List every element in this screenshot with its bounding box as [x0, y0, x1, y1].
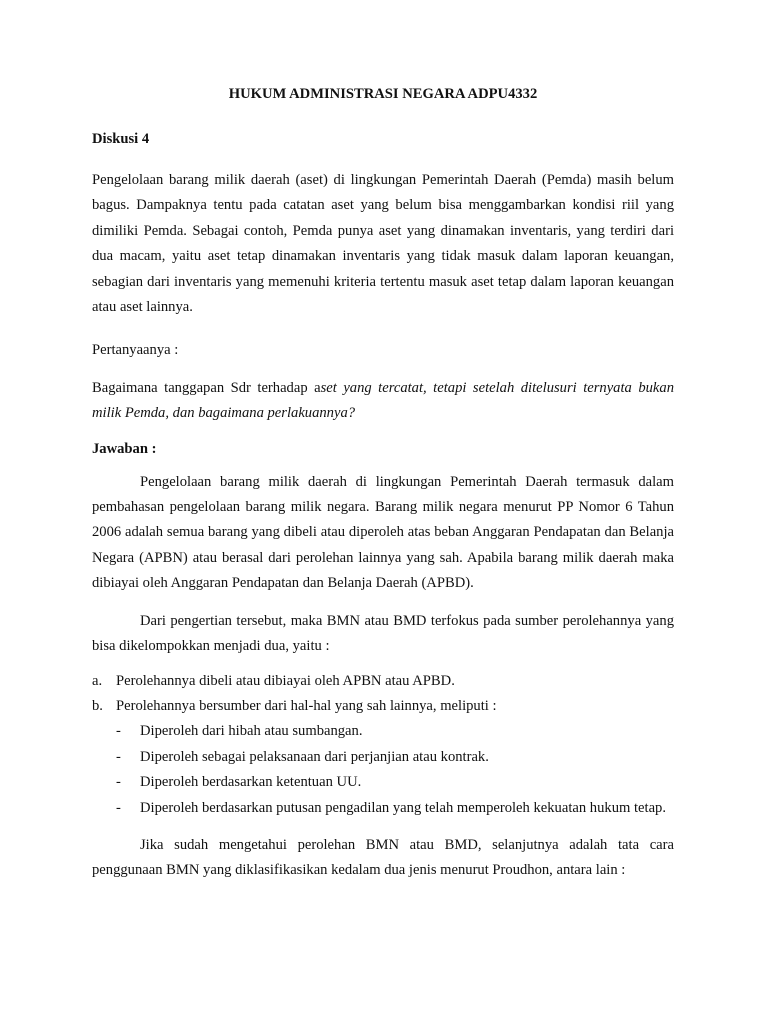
- sub-list-item-text: Diperoleh dari hibah atau sumbangan.: [140, 723, 363, 740]
- document-title: HUKUM ADMINISTRASI NEGARA ADPU4332: [228, 86, 538, 102]
- sub-list-marker: -: [116, 748, 121, 765]
- sub-list-item: [116, 796, 674, 821]
- sub-list-item: [116, 719, 674, 744]
- sub-list-item: [116, 745, 674, 770]
- list-marker: b.: [92, 697, 103, 714]
- discussion-label: Diskusi 4: [92, 131, 150, 147]
- list-item-text: Perolehannya dibeli atau dibiayai oleh APBN atau APBD.: [116, 672, 455, 689]
- document-page: [92, 86, 674, 884]
- list-item-text: Perolehannya bersumber dari hal-hal yang sah lainnya, meliputi :: [116, 697, 497, 714]
- answer-label: Jawaban :: [92, 440, 157, 457]
- question-italic-text: set yang tercatat, tetapi setelah ditelusuri ternyata bukan milik Pemda, dan bagaimana perlakuannya?: [92, 379, 674, 422]
- list-item: [92, 669, 674, 694]
- list-item: [92, 694, 674, 719]
- sub-list-item-text: Diperoleh sebagai pelaksanaan dari perjanjian atau kontrak.: [140, 748, 489, 765]
- question-label: Pertanyaanya :: [92, 342, 179, 359]
- sub-list-item-text: Diperoleh berdasarkan putusan pengadilan yang telah memperoleh kekuatan hukum tetap.: [140, 799, 667, 816]
- sub-list-item: [116, 770, 674, 795]
- intro-paragraph: Pengelolaan barang milik daerah (aset) di lingkungan Pemerintah Daerah (Pemda) masih belum bagus. Dampaknya tentu pada catatan aset yang belum bisa menggambarkan kondisi riil yang dimiliki Pemda. Sebagai contoh, Pemda punya aset yang dinamakan inventaris, yang terdiri dari dua macam, yaitu aset tetap dinamakan inventaris yang tidak masuk dalam laporan keuangan, sebagian dari inventaris yang memenuhi kriteria tertentu masuk aset tetap dalam laporan keuangan atau aset lainnya.: [92, 172, 674, 316]
- answer-paragraph-2: Dari pengertian tersebut, maka BMN atau BMD terfokus pada sumber perolehannya yang bisa dikelompokkan menjadi dua, yaitu :: [92, 612, 674, 655]
- answer-paragraph-1: Pengelolaan barang milik daerah di lingkungan Pemerintah Daerah termasuk dalam pembahasan pengelolaan barang milik negara. Barang milik negara menurut PP Nomor 6 Tahun 2006 adalah semua barang yang dibeli atau diperoleh atas beban Anggaran Pendapatan dan Belanja Negara (APBN) atau berasal dari perolehan lainnya yang sah. Apabila barang milik daerah maka dibiayai oleh Anggaran Pendapatan dan Belanja Daerah (APBD).: [92, 473, 674, 592]
- answer-paragraph-3: Jika sudah mengetahui perolehan BMN atau BMD, selanjutnya adalah tata cara penggunaan BMN yang diklasifikasikan kedalam dua jenis menurut Proudhon, antara lain :: [92, 836, 674, 879]
- sub-list-marker: -: [116, 799, 121, 816]
- question-text: Bagaimana tanggapan Sdr terhadap a: [92, 379, 321, 396]
- list-marker: a.: [92, 672, 103, 689]
- sub-list: [116, 719, 674, 821]
- sub-list-marker: -: [116, 723, 121, 740]
- sub-list-item-text: Diperoleh berdasarkan ketentuan UU.: [140, 774, 362, 791]
- question-paragraph: [92, 376, 674, 427]
- source-list: [92, 669, 674, 720]
- sub-list-marker: -: [116, 774, 121, 791]
